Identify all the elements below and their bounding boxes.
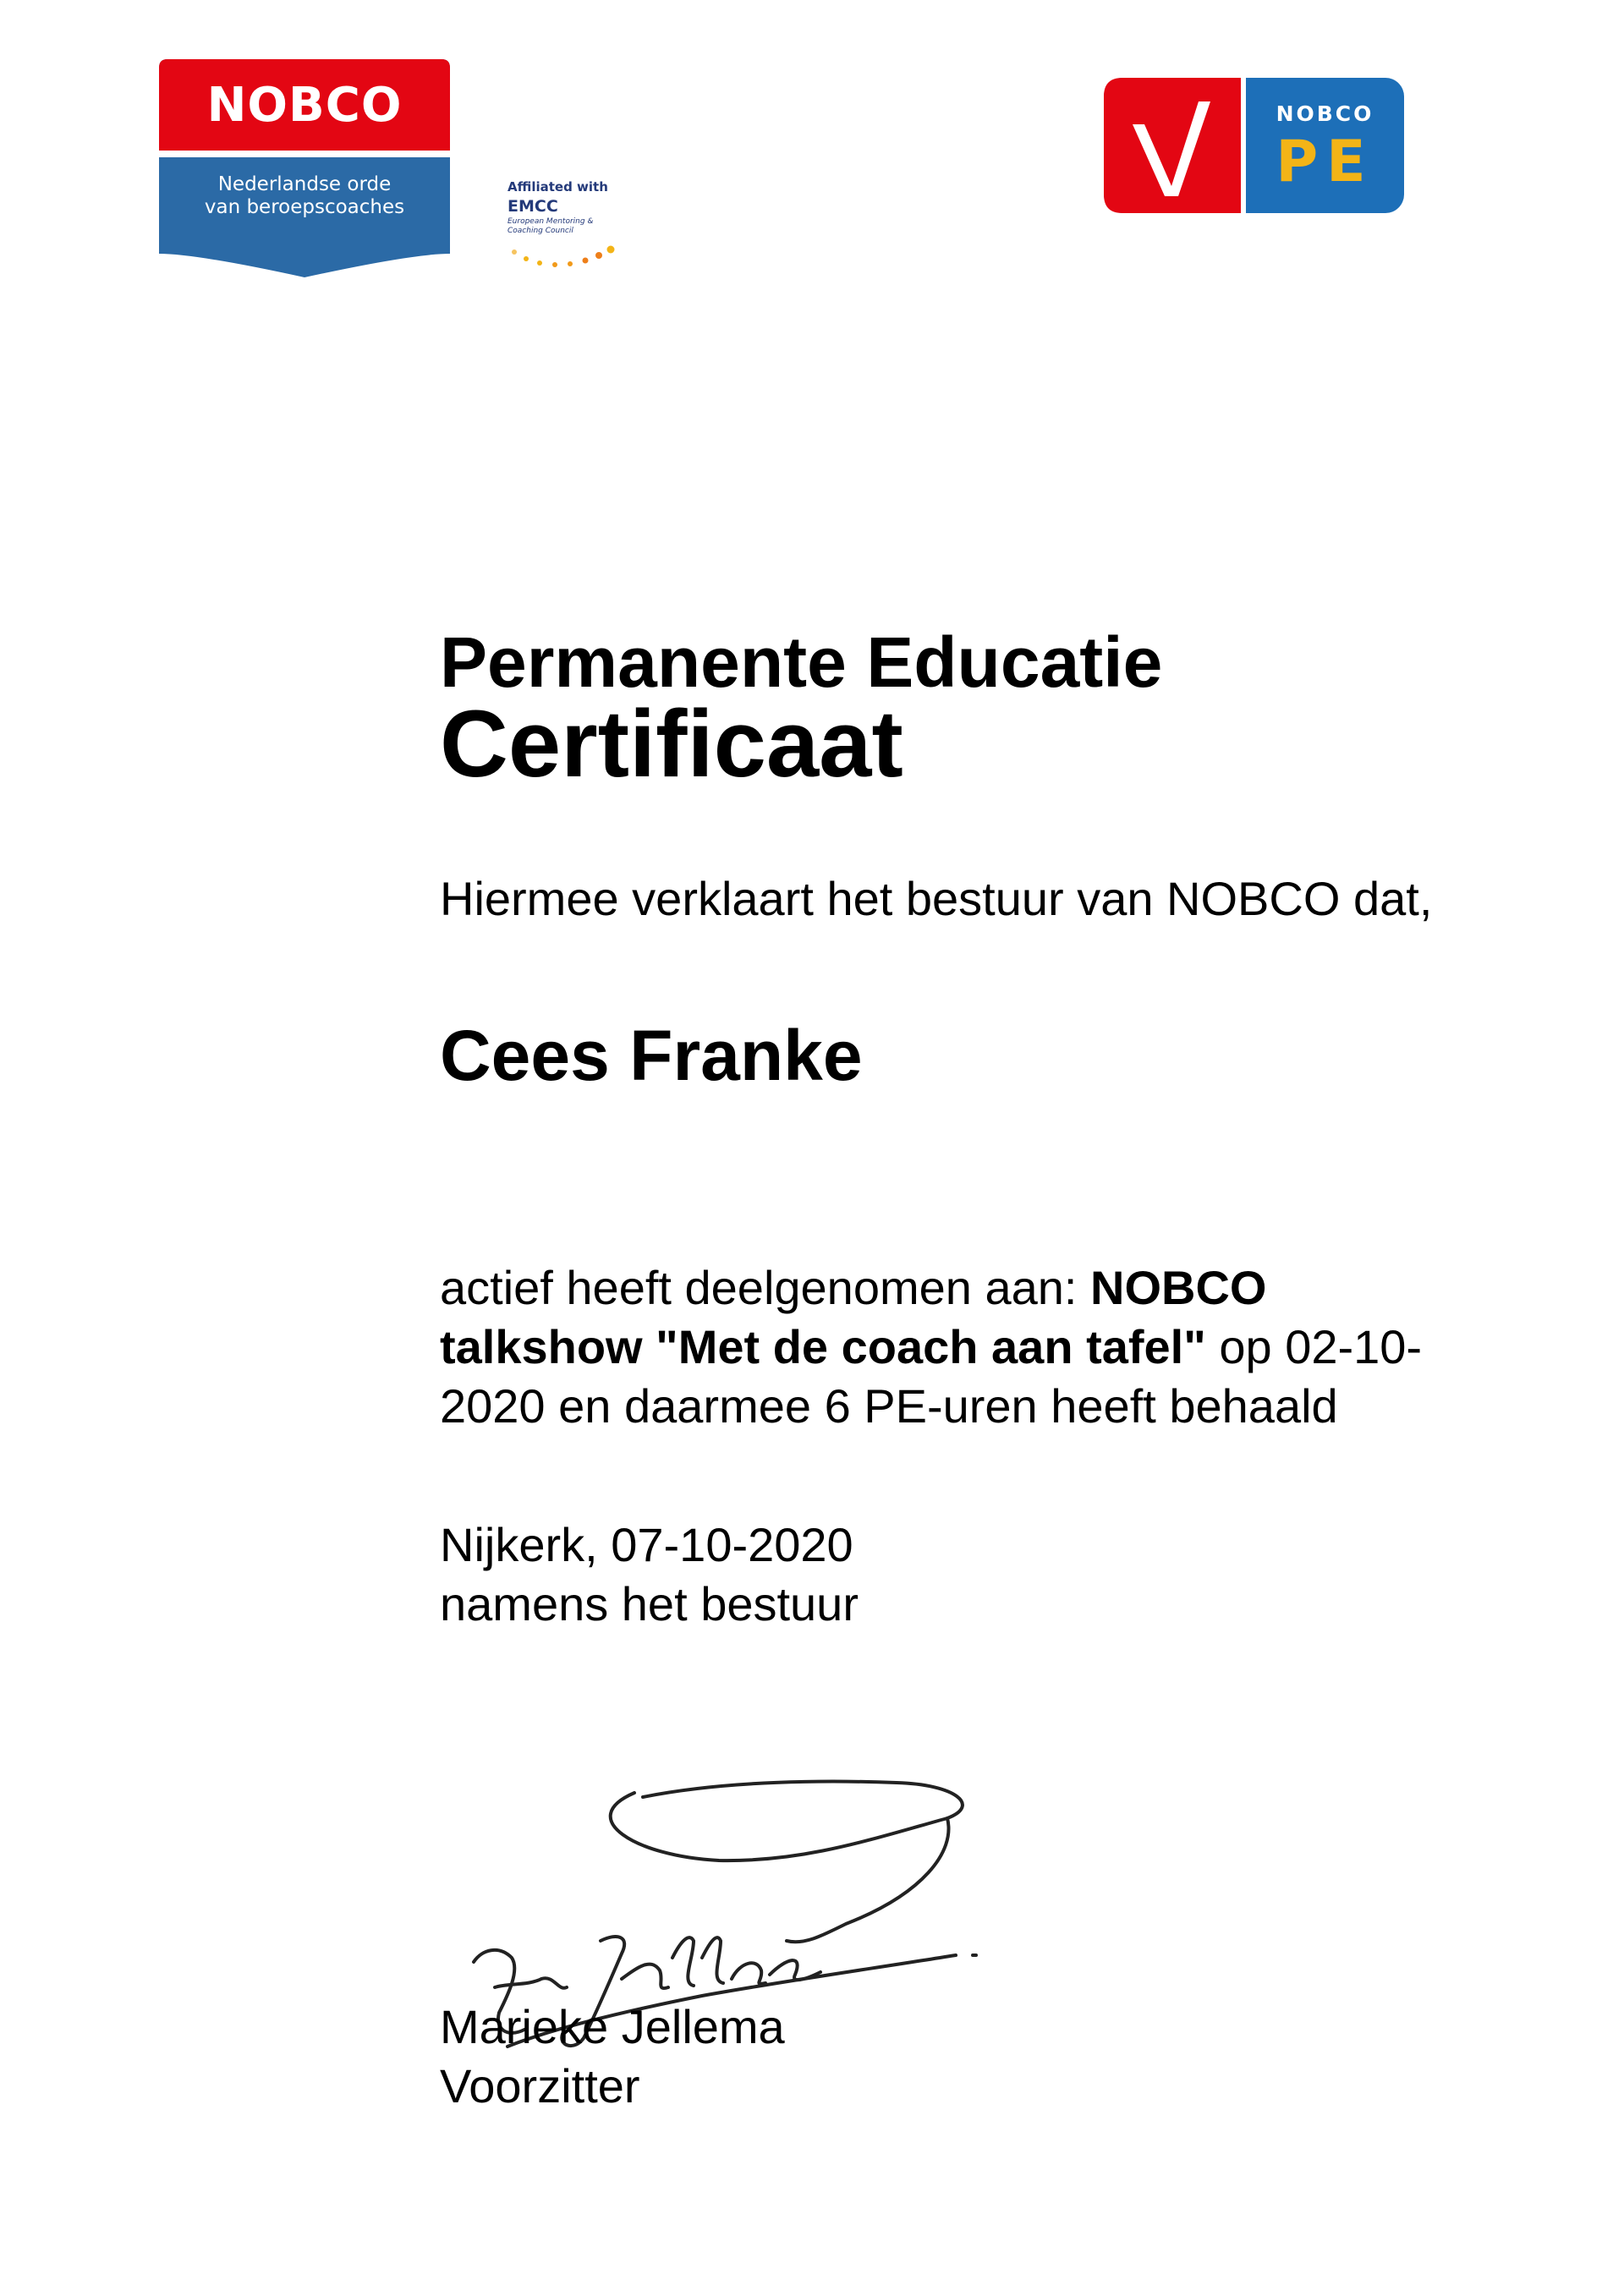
emcc-full-name: European Mentoring & Coaching Council: [508, 217, 594, 235]
recipient-name: Cees Franke: [440, 1016, 863, 1095]
nobco-tagline: [159, 173, 450, 219]
emcc-affiliation-logo: [508, 179, 643, 272]
place-date: Nijkerk, 07-10-2020: [440, 1518, 853, 1571]
certificate-subtitle: Permanente Educatie: [440, 622, 1163, 702]
certificate-intro: Hiermee verklaart het bestuur van NOBCO dat,: [440, 872, 1433, 925]
certificate-title: Certificaat: [440, 691, 903, 797]
signatory-name: Marieke Jellema: [440, 2000, 785, 2053]
nobco-tagline-line2: van beroepscoaches: [204, 196, 405, 218]
on-behalf-text: namens het bestuur: [440, 1577, 859, 1630]
signatory-block: [440, 1997, 785, 2116]
emcc-dots-icon: [508, 245, 626, 271]
participation-statement: [440, 1258, 1480, 1436]
pe-logo-small-text: NOBCO: [1276, 101, 1374, 126]
nobco-logo: [159, 59, 450, 277]
place-and-date: [440, 1515, 859, 1634]
event-name: NOBCO talkshow "Met de coach aan tafel": [440, 1261, 1267, 1373]
nobco-brand-text: NOBCO: [206, 78, 403, 133]
signatory-role: Voorzitter: [440, 2059, 640, 2112]
nobco-pe-logo: [1104, 78, 1404, 213]
participation-suffix: op 02-10-2020 en daarmee 6 PE-uren heeft behaald: [440, 1320, 1423, 1433]
participation-prefix: actief heeft deelgenomen aan:: [440, 1261, 1091, 1314]
emcc-affiliated-label: Affiliated with: [508, 179, 608, 195]
pe-logo-big-text: PE: [1276, 129, 1374, 195]
nobco-tagline-line1: Nederlandse orde: [217, 173, 392, 195]
emcc-name: EMCC: [508, 197, 558, 216]
